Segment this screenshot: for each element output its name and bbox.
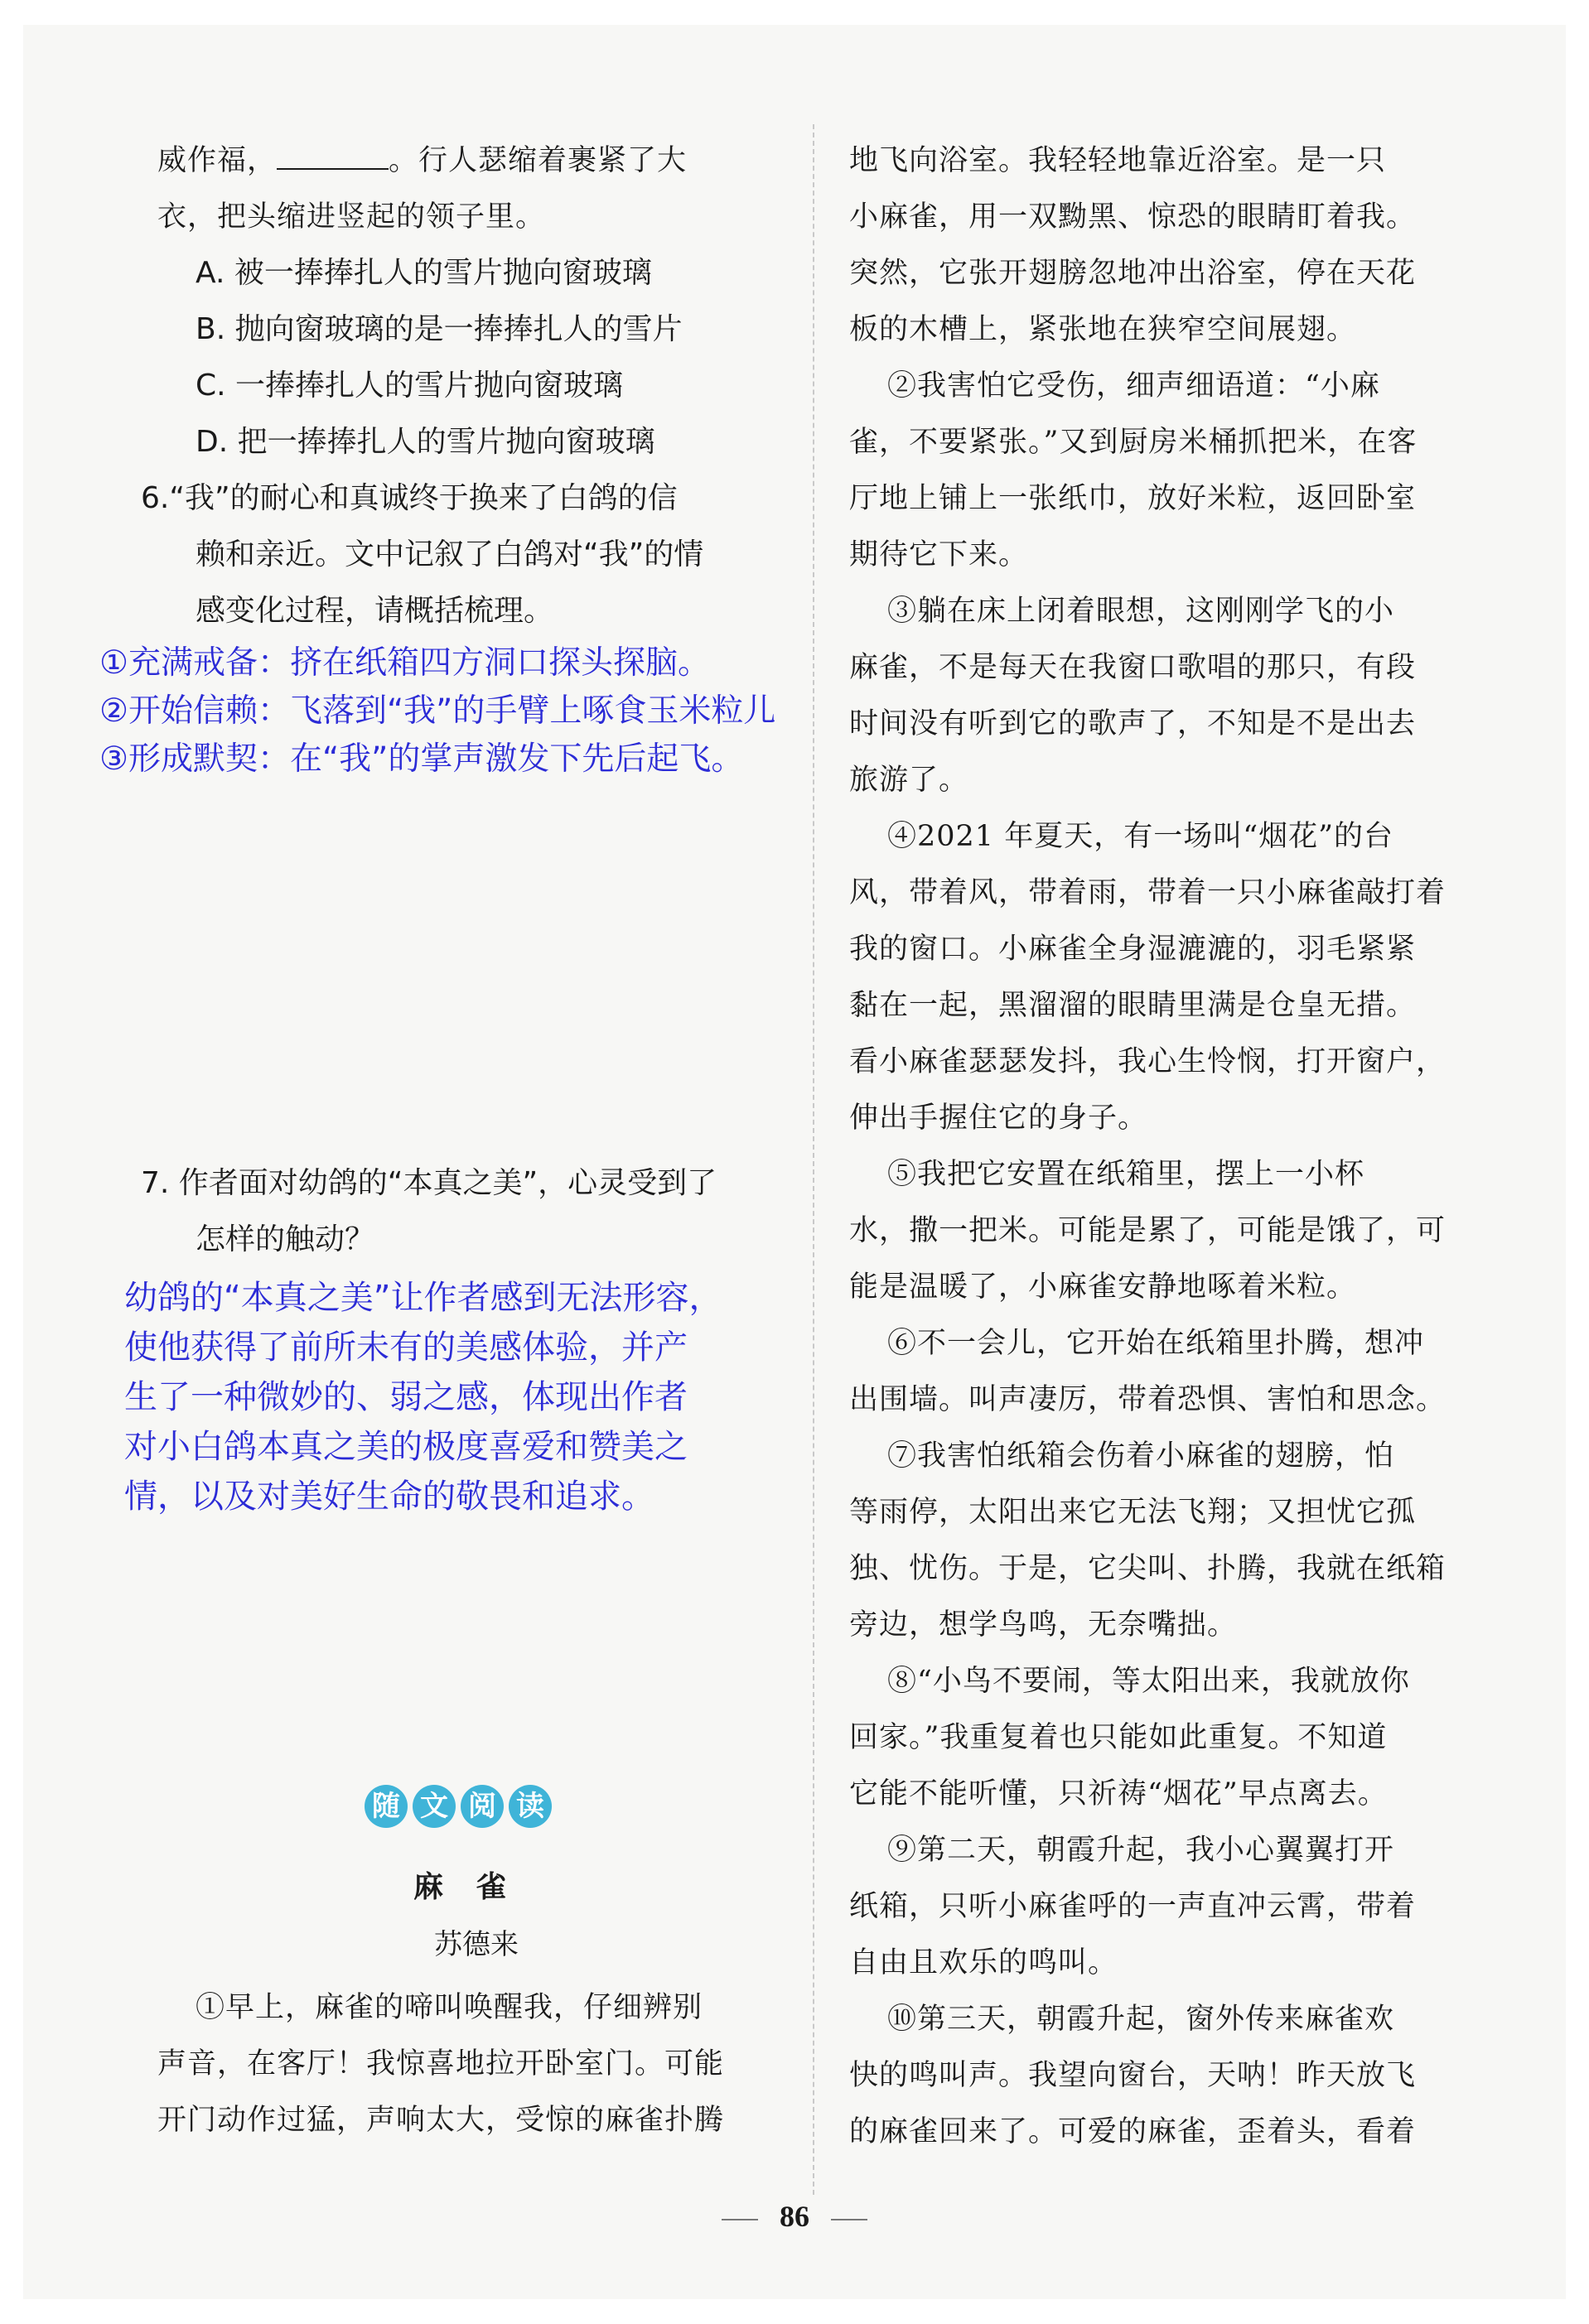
- text-line: 小麻雀，用一双黝黑、惊恐的眼睛盯着我。: [849, 200, 1417, 234]
- text-line: 能是温暖了，小麻雀安静地啄着米粒。: [849, 1270, 1357, 1304]
- text-line: 声音，在客厅！我惊喜地拉开卧室门。可能: [157, 2047, 725, 2081]
- dash-left: [722, 2219, 758, 2220]
- text-line: ①早上，麻雀的啼叫唤醒我，仔细辨别: [196, 1991, 703, 2024]
- banner-char: 文: [413, 1785, 456, 1828]
- answer-6-line: ①充满戒备：挤在纸箱四方洞口探头探脑。: [99, 644, 710, 682]
- banner-char: 读: [509, 1785, 552, 1828]
- text-line: 看小麻雀瑟瑟发抖，我心生怜悯，打开窗户，: [849, 1045, 1447, 1078]
- question-7-line: 怎样的触动？: [196, 1222, 375, 1256]
- text-line: 地飞向浴室。我轻轻地靠近浴室。是一只: [849, 144, 1387, 177]
- text-line: 开门动作过猛，声响太大，受惊的麻雀扑腾: [157, 2104, 725, 2137]
- text-line: 出围墙。叫声凄厉，带着恐惧、害怕和思念。: [849, 1383, 1447, 1416]
- text-line: 突然，它张开翅膀忽地冲出浴室，停在天花: [849, 257, 1417, 290]
- article-start: [157, 1979, 795, 2148]
- text-line: 旅游了。: [849, 764, 969, 797]
- text-line: ⑤我把它安置在纸箱里，摆上一小杯: [887, 1158, 1365, 1191]
- page-number: 86: [0, 2199, 1589, 2234]
- answer-7-line: 生了一种微妙的、弱之感，体现出作者: [124, 1378, 688, 1416]
- text-line: 时间没有听到它的歌声了，不知是不是出去: [849, 707, 1417, 740]
- text-line: 的麻雀回来了。可爱的麻雀，歪着头，看着: [849, 2115, 1417, 2148]
- text-line: ⑧“小鸟不要闹，等太阳出来，我就放你: [887, 1665, 1410, 1698]
- option-a: A. 被一捧捧扎人的雪片抛向窗玻璃: [196, 256, 652, 290]
- answer-7-line: 使他获得了前所未有的美感体验，并产: [124, 1328, 688, 1367]
- text-line: 风，带着风，带着雨，带着一只小麻雀敲打着: [849, 876, 1447, 909]
- answer-blank[interactable]: [277, 143, 389, 170]
- question-6-line: 感变化过程，请概括梳理。: [196, 594, 554, 628]
- left-column: [99, 133, 795, 784]
- banner-char: 阅: [461, 1785, 504, 1828]
- text-line: 黏在一起，黑溜溜的眼睛里满是仓皇无措。: [849, 989, 1417, 1022]
- text-line: 自由且欢乐的鸣叫。: [849, 1946, 1118, 1979]
- answer-6-line: ③形成默契：在“我”的掌声激发下先后起飞。: [99, 740, 744, 778]
- answer-7-line: 对小白鸽本真之美的极度喜爱和赞美之: [124, 1428, 688, 1466]
- text-line: 麻雀，不是每天在我窗口歌唱的那只，有段: [849, 651, 1417, 684]
- text-line: 厅地上铺上一张纸巾，放好米粒，返回卧室: [849, 482, 1417, 515]
- article-author: 苏德来: [434, 1928, 519, 1961]
- text-line: ③躺在床上闭着眼想，这刚刚学飞的小: [887, 595, 1395, 628]
- question-6-line: 6.“我”的耐心和真诚终于换来了白鸽的信: [141, 481, 678, 515]
- answer-7-line: 幼鸽的“本真之美”让作者感到无法形容，: [124, 1279, 722, 1317]
- answer-6-line: ②开始信赖：飞落到“我”的手臂上啄食玉米粒儿: [99, 692, 776, 730]
- text-line: 回家。”我重复着也只能如此重复。不知道: [849, 1721, 1388, 1754]
- text-line: 板的木槽上，紧张地在狭窄空间展翅。: [849, 313, 1357, 346]
- question-6-line: 赖和亲近。文中记叙了白鸽对“我”的情: [196, 538, 704, 571]
- section-banner: [365, 1785, 552, 1828]
- text-line: ⑩第三天，朝霞升起，窗外传来麻雀欢: [887, 2003, 1395, 2036]
- option-d: D. 把一捧捧扎人的雪片抛向窗玻璃: [196, 425, 655, 459]
- text-line: 伸出手握住它的身子。: [849, 1102, 1148, 1135]
- option-c: C. 一捧捧扎人的雪片抛向窗玻璃: [196, 369, 624, 403]
- text-line: 期待它下来。: [849, 538, 1029, 571]
- text-line: ②我害怕它受伤，细声细语道：“小麻: [887, 369, 1380, 403]
- text-line: 衣，把头缩进竖起的领子里。: [157, 200, 546, 234]
- banner-char: 随: [365, 1785, 408, 1828]
- text-line: ④2021 年夏天，有一场叫“烟花”的台: [887, 820, 1393, 853]
- text-line: 它能不能听懂，只祈祷“烟花”早点离去。: [849, 1777, 1388, 1811]
- question-7-block: [124, 1155, 795, 1521]
- text-line: 纸箱，只听小麻雀呼的一声直冲云霄，带着: [849, 1890, 1417, 1923]
- text-line: 快的鸣叫声。我望向窗台，天呐！昨天放飞: [849, 2059, 1417, 2092]
- text-line: 独、忧伤。于是，它尖叫、扑腾，我就在纸箱: [849, 1552, 1447, 1585]
- dash-right: [831, 2219, 867, 2220]
- question-7-line: 7. 作者面对幼鸽的“本真之美”，心灵受到了: [141, 1166, 717, 1200]
- text-line: 我的窗口。小麻雀全身湿漉漉的，羽毛紧紧: [849, 933, 1417, 966]
- text-line: ⑨第二天，朝霞升起，我小心翼翼打开: [887, 1834, 1395, 1867]
- article-title: 麻雀: [413, 1869, 539, 1904]
- text-line: 等雨停，太阳出来它无法飞翔；又担忧它孤: [849, 1496, 1417, 1529]
- option-b: B. 抛向窗玻璃的是一捧捧扎人的雪片: [196, 312, 683, 346]
- column-divider: [813, 124, 814, 2195]
- text-line: 雀，不要紧张。”又到厨房米桶抓把米，在客: [849, 426, 1418, 459]
- text-line: ⑥不一会儿，它开始在纸箱里扑腾，想冲: [887, 1327, 1425, 1360]
- right-column: [849, 133, 1477, 2160]
- text-line: 旁边，想学鸟鸣，无奈嘴拙。: [849, 1608, 1238, 1642]
- text-line: 水，撒一把米。可能是累了，可能是饿了，可: [849, 1214, 1447, 1247]
- answer-7-line: 情，以及对美好生命的敬畏和追求。: [124, 1478, 654, 1516]
- text-line: 威作福， 。行人瑟缩着裹紧了大: [157, 144, 688, 177]
- text-line: ⑦我害怕纸箱会伤着小麻雀的翅膀，怕: [887, 1439, 1395, 1473]
